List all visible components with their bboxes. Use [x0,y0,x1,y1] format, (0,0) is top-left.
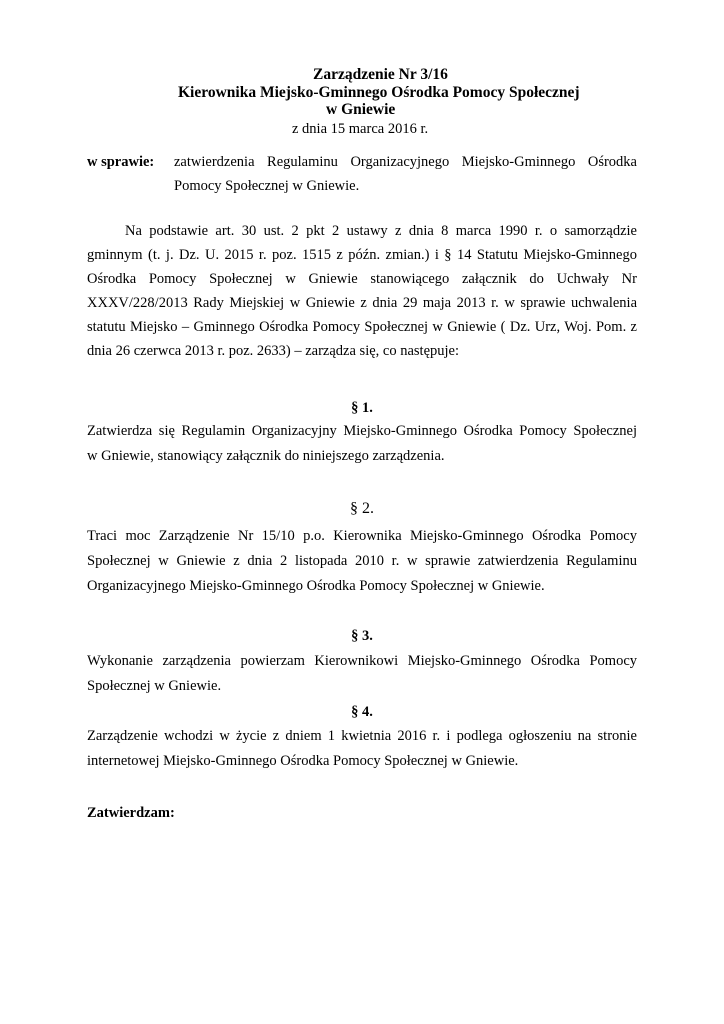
section-mark: § 2. [350,500,374,517]
section-line: Społecznej w Gniewie z dnia 2 listopada 2010 r. w sprawie zatwierdzenia Regulaminu [87,553,637,569]
approval-label: Zatwierdzam: [87,805,175,821]
section-line: Zatwierdza się Regulamin Organizacyjny Miejsko-Gminnego Ośrodka Pomocy Społecznej [87,423,637,439]
document-title: Zarządzenie Nr 3/16 [313,66,448,83]
subject-line: Pomocy Społecznej w Gniewie. [174,178,360,194]
subject-label: w sprawie: [87,154,155,170]
section-line: Traci moc Zarządzenie Nr 15/10 p.o. Kierownika Miejsko-Gminnego Ośrodka Pomocy [87,528,637,544]
preamble-line: Ośrodka Pomocy Społecznej w Gniewie stanowiącego załącznik do Uchwały Nr [87,271,637,287]
section-line: Zarządzenie wchodzi w życie z dniem 1 kwietnia 2016 r. i podlega ogłoszeniu na stronie [87,728,637,744]
preamble-line: XXXV/228/2013 Rady Miejskiej w Gniewie z dnia 29 maja 2013 r. w sprawie uchwalenia [87,295,637,311]
document-date: z dnia 15 marca 2016 r. [292,121,429,137]
preamble-line: Na podstawie art. 30 ust. 2 pkt 2 ustawy z dnia 8 marca 1990 r. o samorządzie [125,223,637,239]
section-line: Społecznej w Gniewie. [87,678,222,694]
subject-line: zatwierdzenia Regulaminu Organizacyjnego Miejsko-Gminnego Ośrodka [174,154,637,170]
document-issuer: Kierownika Miejsko-Gminnego Ośrodka Pomocy Społecznej [178,84,580,101]
preamble-line: gminnym (t. j. Dz. U. 2015 r. poz. 1515 z późn. zmian.) i § 14 Statutu Miejsko-Gminnego [87,247,637,263]
preamble-line: dnia 26 czerwca 2013 r. poz. 2633) – zarządza się, co następuje: [87,343,460,359]
section-mark: § 1. [351,400,373,416]
section-line: Wykonanie zarządzenia powierzam Kierownikowi Miejsko-Gminnego Ośrodka Pomocy [87,653,637,669]
preamble-line: statutu Miejsko – Gminnego Ośrodka Pomocy Społecznej w Gniewie ( Dz. Urz, Woj. Pom. z [87,319,637,335]
section-line: w Gniewie, stanowiący załącznik do niniejszego zarządzenia. [87,448,445,464]
section-mark: § 4. [351,704,373,720]
section-line: Organizacyjnego Miejsko-Gminnego Ośrodka Pomocy Społecznej w Gniewie. [87,578,545,594]
section-line: internetowej Miejsko-Gminnego Ośrodka Pomocy Społecznej w Gniewie. [87,753,519,769]
section-mark: § 3. [351,628,373,644]
document-location: w Gniewie [326,101,396,118]
